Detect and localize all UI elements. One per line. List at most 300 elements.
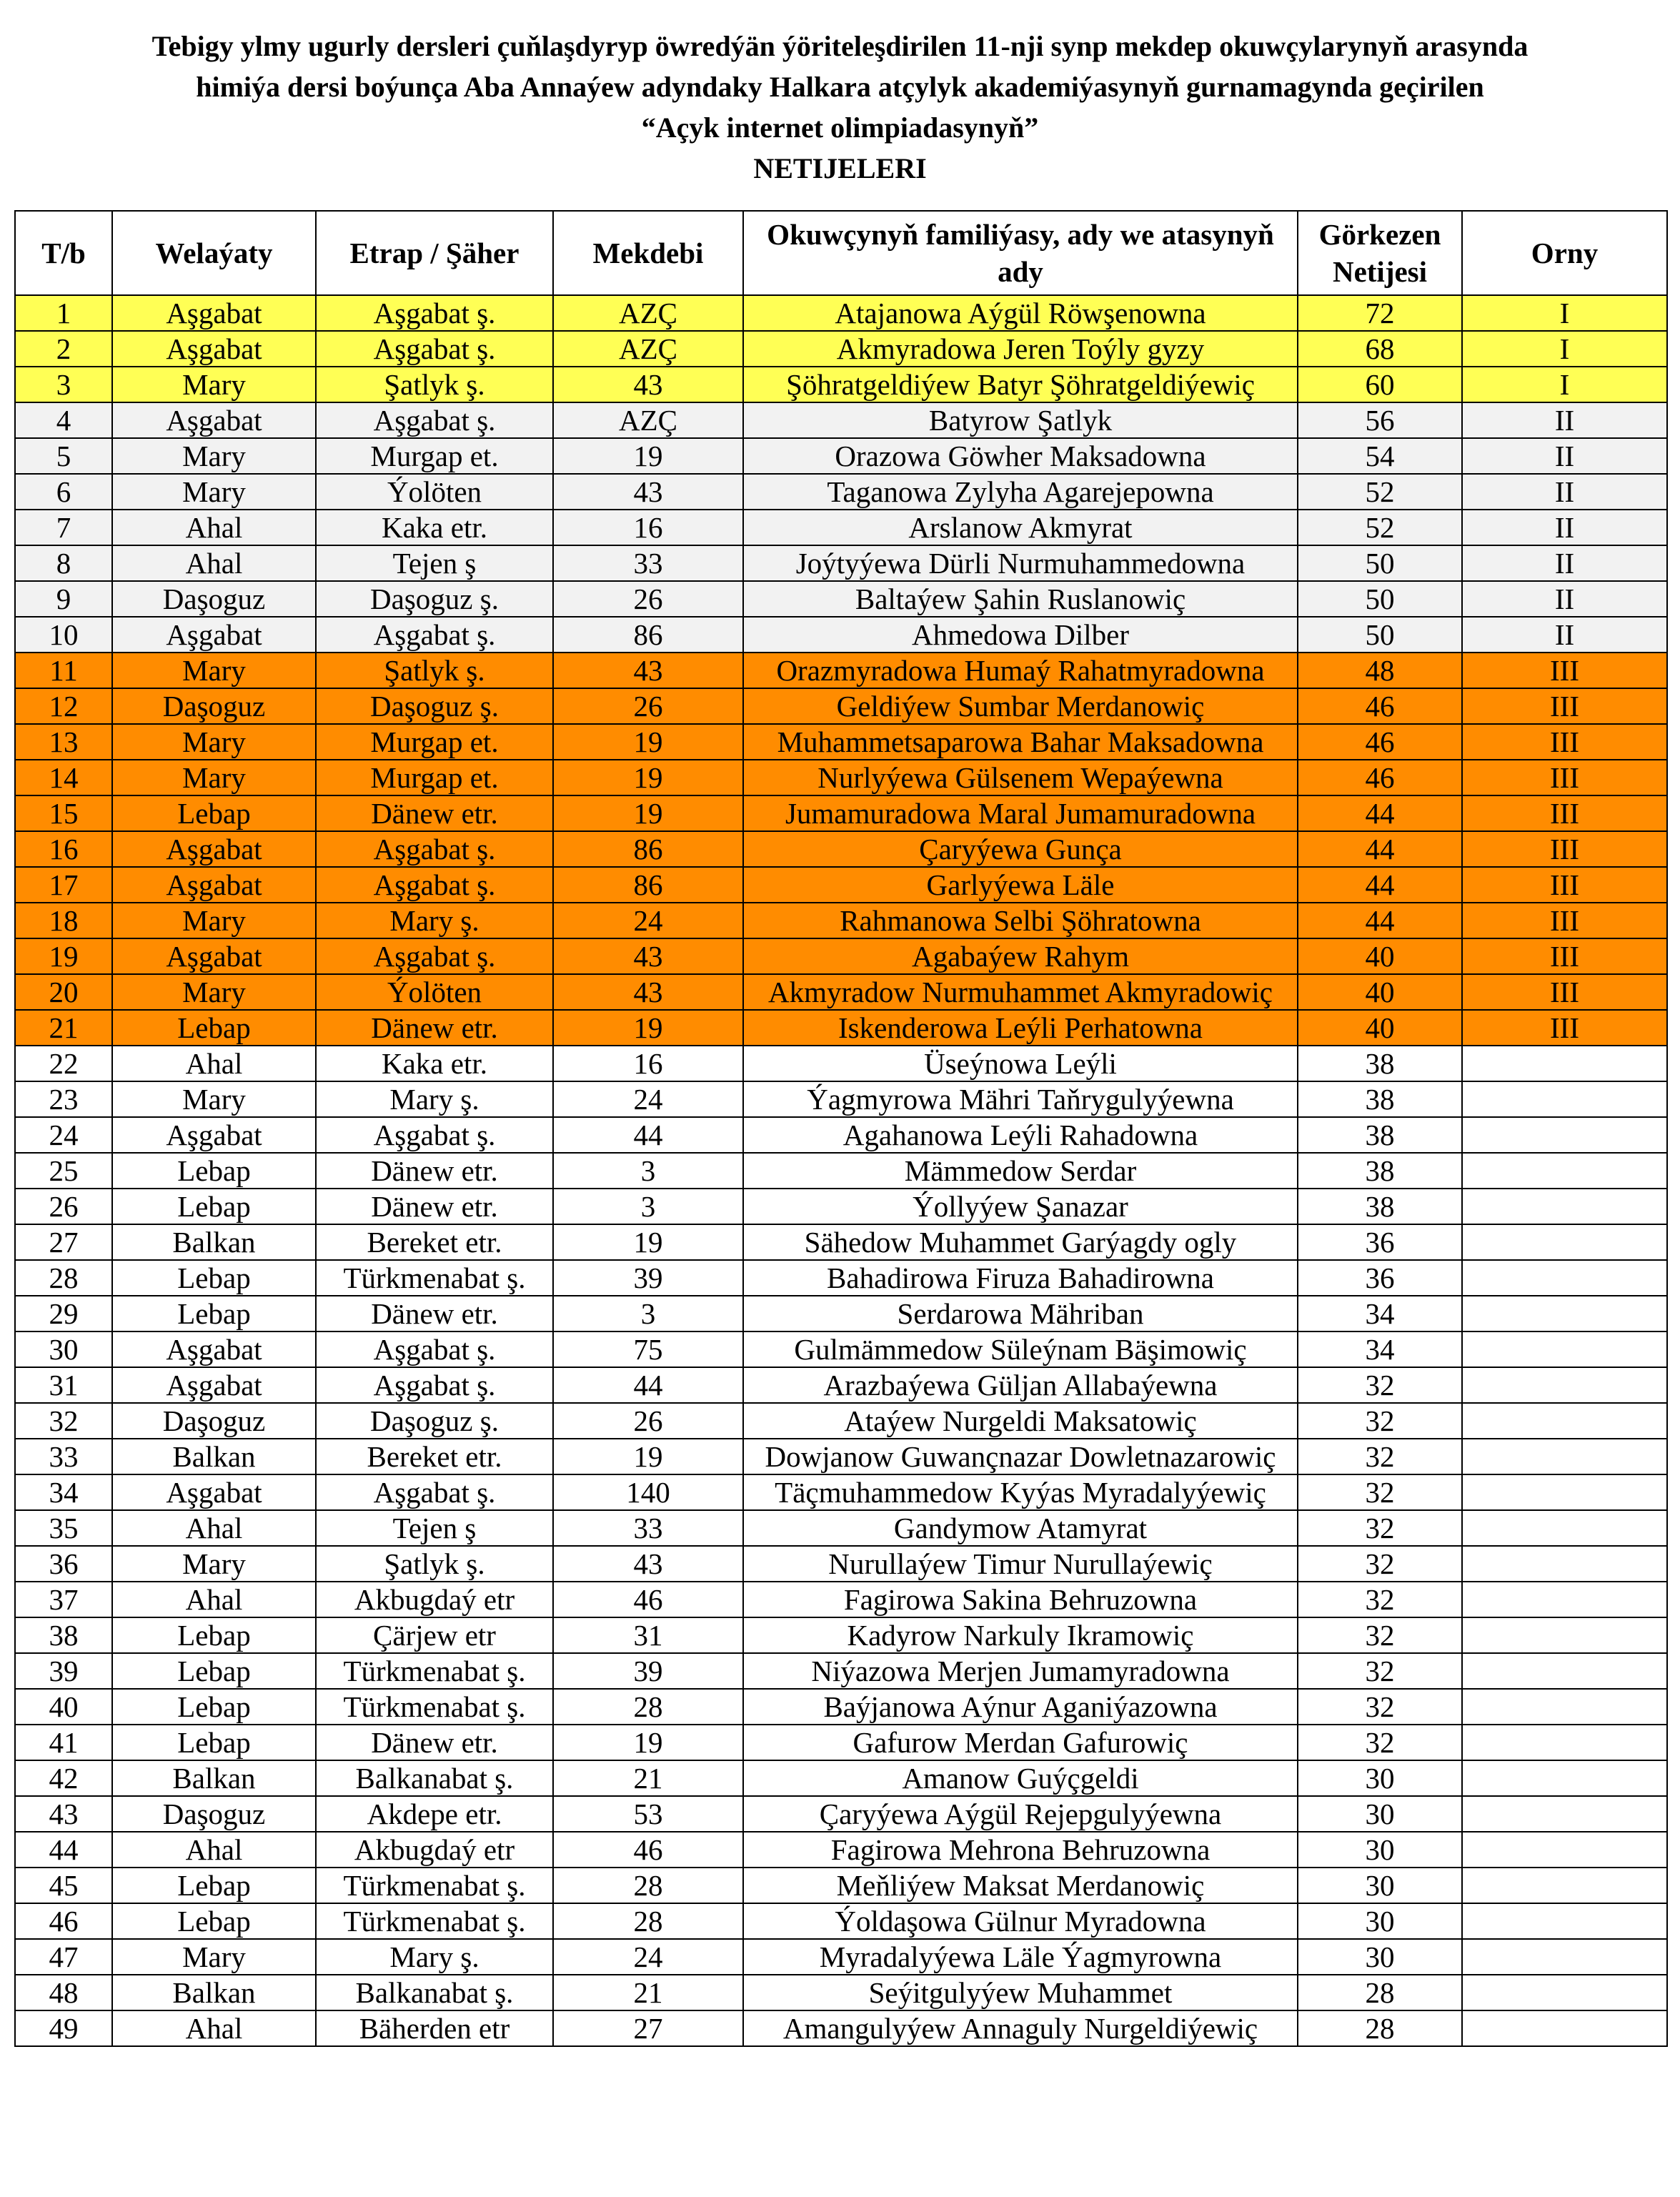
cell-school: 3 [553,1153,743,1189]
cell-region: Daşoguz [112,688,316,724]
cell-district: Dänew etr. [316,1010,553,1046]
cell-school: 43 [553,653,743,688]
cell-student-name: Ýollyýew Şanazar [743,1189,1298,1224]
cell-school: 86 [553,617,743,653]
cell-number: 36 [15,1546,112,1582]
cell-region: Ahal [112,1582,316,1617]
table-row [15,545,1667,581]
cell-number: 49 [15,2010,112,2046]
table-row [15,1903,1667,1939]
cell-student-name: Akmyradowa Jeren Toýly gyzy [743,331,1298,367]
cell-student-name: Gandymow Atamyrat [743,1510,1298,1546]
table-row [15,1046,1667,1081]
cell-school: 26 [553,1403,743,1439]
cell-number: 18 [15,903,112,938]
cell-district: Akdepe etr. [316,1796,553,1832]
cell-student-name: Iskenderowa Leýli Perhatowna [743,1010,1298,1046]
cell-region: Mary [112,438,316,474]
cell-student-name: Agabaýew Rahym [743,938,1298,974]
cell-district: Akbugdaý etr [316,1582,553,1617]
cell-score: 30 [1298,1832,1462,1868]
table-row [15,295,1667,331]
cell-district: Daşoguz ş. [316,581,553,617]
document-title [0,26,1680,189]
cell-number: 16 [15,831,112,867]
cell-region: Mary [112,1939,316,1975]
cell-region: Lebap [112,795,316,831]
cell-student-name: Batyrow Şatlyk [743,402,1298,438]
cell-student-name: Orazowa Göwher Maksadowna [743,438,1298,474]
cell-region: Aşgabat [112,831,316,867]
cell-region: Lebap [112,1296,316,1331]
cell-number: 25 [15,1153,112,1189]
table-row [15,1081,1667,1117]
cell-school: 39 [553,1260,743,1296]
cell-district: Dänew etr. [316,1153,553,1189]
cell-place [1462,1582,1667,1617]
cell-region: Aşgabat [112,331,316,367]
table-row [15,1474,1667,1510]
cell-school: 43 [553,1546,743,1582]
cell-place: III [1462,974,1667,1010]
cell-score: 46 [1298,724,1462,760]
cell-district: Bereket etr. [316,1224,553,1260]
cell-number: 12 [15,688,112,724]
cell-place [1462,1868,1667,1903]
cell-region: Daşoguz [112,581,316,617]
table-row [15,760,1667,795]
cell-number: 45 [15,1868,112,1903]
cell-district: Türkmenabat ş. [316,1689,553,1725]
cell-student-name: Meňliýew Maksat Merdanowiç [743,1868,1298,1903]
results-body [15,295,1667,2046]
table-row [15,1975,1667,2010]
cell-place [1462,1832,1667,1868]
header-student-name [743,211,1298,295]
cell-number: 26 [15,1189,112,1224]
cell-district: Dänew etr. [316,1189,553,1224]
table-row [15,653,1667,688]
cell-place: I [1462,331,1667,367]
cell-score: 56 [1298,402,1462,438]
cell-school: 28 [553,1868,743,1903]
table-row [15,795,1667,831]
cell-score: 32 [1298,1439,1462,1474]
header-place: Orny [1462,211,1667,295]
cell-number: 6 [15,474,112,510]
cell-score: 32 [1298,1510,1462,1546]
cell-school: AZÇ [553,331,743,367]
cell-school: 27 [553,2010,743,2046]
cell-place: III [1462,903,1667,938]
title-line-2: himiýa dersi boýunça Aba Annaýew adyndaky Halkara atçylyk akademiýasynyň gurnamagynda geçirilen [196,71,1484,103]
cell-score: 44 [1298,903,1462,938]
cell-region: Aşgabat [112,938,316,974]
cell-place [1462,1546,1667,1582]
cell-student-name: Orazmyradowa Humaý Rahatmyradowna [743,653,1298,688]
cell-district: Murgap et. [316,438,553,474]
cell-region: Lebap [112,1725,316,1760]
cell-school: 24 [553,903,743,938]
cell-student-name: Nurlyýewa Gülsenem Wepaýewna [743,760,1298,795]
cell-region: Balkan [112,1224,316,1260]
cell-place [1462,1653,1667,1689]
cell-school: 19 [553,438,743,474]
cell-student-name: Üseýnowa Leýli [743,1046,1298,1081]
cell-score: 38 [1298,1189,1462,1224]
cell-number: 30 [15,1331,112,1367]
cell-district: Çärjew etr [316,1617,553,1653]
cell-number: 3 [15,367,112,402]
cell-region: Aşgabat [112,402,316,438]
table-row [15,1224,1667,1260]
cell-district: Mary ş. [316,1081,553,1117]
cell-district: Tejen ş [316,1510,553,1546]
table-row [15,1367,1667,1403]
cell-region: Aşgabat [112,1331,316,1367]
table-row [15,2010,1667,2046]
cell-place [1462,1510,1667,1546]
cell-district: Şatlyk ş. [316,653,553,688]
table-row [15,1546,1667,1582]
cell-student-name: Gulmämmedow Süleýnam Bäşimowiç [743,1331,1298,1367]
cell-number: 44 [15,1832,112,1868]
cell-score: 28 [1298,1975,1462,2010]
cell-student-name: Kadyrow Narkuly Ikramowiç [743,1617,1298,1653]
cell-region: Mary [112,367,316,402]
cell-place [1462,1760,1667,1796]
cell-student-name: Ýagmyrowa Mähri Taňrygulyýewna [743,1081,1298,1117]
cell-place [1462,1260,1667,1296]
cell-student-name: Täçmuhammedow Kyýas Myradalyýewiç [743,1474,1298,1510]
cell-student-name: Nurullaýew Timur Nurullaýewiç [743,1546,1298,1582]
cell-score: 34 [1298,1296,1462,1331]
table-row [15,1260,1667,1296]
table-row [15,867,1667,903]
cell-score: 44 [1298,831,1462,867]
table-row [15,1153,1667,1189]
cell-score: 30 [1298,1903,1462,1939]
cell-district: Aşgabat ş. [316,938,553,974]
cell-school: 26 [553,688,743,724]
header-score-line-2: Netijesi [1332,255,1428,288]
cell-place [1462,1224,1667,1260]
cell-district: Şatlyk ş. [316,1546,553,1582]
cell-student-name: Garlyýewa Läle [743,867,1298,903]
table-row [15,1939,1667,1975]
table-row [15,1296,1667,1331]
cell-region: Ahal [112,1832,316,1868]
table-row [15,1510,1667,1546]
cell-place: III [1462,795,1667,831]
cell-place [1462,1153,1667,1189]
cell-school: 3 [553,1296,743,1331]
cell-district: Aşgabat ş. [316,1367,553,1403]
cell-district: Türkmenabat ş. [316,1260,553,1296]
title-line-3: “Açyk internet olimpiadasynyň” [641,111,1039,144]
cell-score: 32 [1298,1546,1462,1582]
cell-place: III [1462,938,1667,974]
cell-region: Aşgabat [112,1367,316,1403]
cell-score: 46 [1298,760,1462,795]
cell-score: 50 [1298,617,1462,653]
cell-number: 38 [15,1617,112,1653]
table-row [15,688,1667,724]
cell-school: 19 [553,760,743,795]
cell-place: I [1462,295,1667,331]
cell-place: II [1462,402,1667,438]
table-row [15,831,1667,867]
cell-number: 17 [15,867,112,903]
cell-school: 19 [553,1725,743,1760]
cell-score: 60 [1298,367,1462,402]
cell-student-name: Ahmedowa Dilber [743,617,1298,653]
header-district: Etrap / Şäher [316,211,553,295]
cell-district: Dänew etr. [316,795,553,831]
cell-student-name: Geldiýew Sumbar Merdanowiç [743,688,1298,724]
cell-student-name: Jumamuradowa Maral Jumamuradowna [743,795,1298,831]
results-table [14,210,1668,2047]
cell-school: 46 [553,1582,743,1617]
cell-school: 43 [553,367,743,402]
table-row [15,724,1667,760]
table-row [15,617,1667,653]
table-row [15,1403,1667,1439]
cell-region: Aşgabat [112,867,316,903]
cell-school: 19 [553,1224,743,1260]
cell-score: 28 [1298,2010,1462,2046]
cell-district: Aşgabat ş. [316,331,553,367]
cell-score: 54 [1298,438,1462,474]
cell-school: 16 [553,1046,743,1081]
cell-place [1462,1617,1667,1653]
cell-student-name: Muhammetsaparowa Bahar Maksadowna [743,724,1298,760]
header-region: Welaýaty [112,211,316,295]
cell-school: 46 [553,1832,743,1868]
cell-region: Mary [112,974,316,1010]
cell-score: 34 [1298,1331,1462,1367]
cell-school: 75 [553,1331,743,1367]
table-row [15,1117,1667,1153]
cell-region: Mary [112,474,316,510]
cell-district: Bereket etr. [316,1439,553,1474]
table-row [15,1653,1667,1689]
cell-region: Daşoguz [112,1796,316,1832]
cell-student-name: Şöhratgeldiýew Batyr Şöhratgeldiýewiç [743,367,1298,402]
cell-district: Şatlyk ş. [316,367,553,402]
cell-score: 40 [1298,938,1462,974]
cell-score: 48 [1298,653,1462,688]
table-row [15,474,1667,510]
cell-place: I [1462,367,1667,402]
cell-student-name: Dowjanow Guwançnazar Dowletnazarowiç [743,1439,1298,1474]
cell-score: 36 [1298,1224,1462,1260]
cell-place [1462,1403,1667,1439]
cell-region: Aşgabat [112,295,316,331]
cell-place: III [1462,653,1667,688]
cell-place: II [1462,545,1667,581]
table-row [15,1760,1667,1796]
cell-place [1462,1725,1667,1760]
cell-place: III [1462,831,1667,867]
cell-school: AZÇ [553,402,743,438]
cell-district: Ýolöten [316,974,553,1010]
cell-region: Mary [112,903,316,938]
cell-student-name: Akmyradow Nurmuhammet Akmyradowiç [743,974,1298,1010]
header-row [15,211,1667,295]
cell-region: Lebap [112,1010,316,1046]
cell-student-name: Arslanow Akmyrat [743,510,1298,545]
cell-place: II [1462,617,1667,653]
cell-student-name: Çaryýewa Gunça [743,831,1298,867]
cell-score: 38 [1298,1117,1462,1153]
cell-school: 19 [553,1010,743,1046]
cell-school: 140 [553,1474,743,1510]
cell-student-name: Baýjanowa Aýnur Aganiýazowna [743,1689,1298,1725]
cell-score: 32 [1298,1653,1462,1689]
cell-school: 39 [553,1653,743,1689]
table-row [15,367,1667,402]
cell-district: Dänew etr. [316,1296,553,1331]
cell-number: 23 [15,1081,112,1117]
cell-district: Aşgabat ş. [316,831,553,867]
cell-number: 24 [15,1117,112,1153]
cell-student-name: Taganowa Zylyha Agarejepowna [743,474,1298,510]
table-row [15,1689,1667,1725]
cell-student-name: Bahadirowa Firuza Bahadirowna [743,1260,1298,1296]
cell-place [1462,1439,1667,1474]
cell-school: 26 [553,581,743,617]
cell-district: Aşgabat ş. [316,1117,553,1153]
cell-student-name: Ýoldaşowa Gülnur Myradowna [743,1903,1298,1939]
cell-number: 40 [15,1689,112,1725]
cell-student-name: Atajanowa Aýgül Röwşenowna [743,295,1298,331]
cell-district: Mary ş. [316,1939,553,1975]
cell-district: Ýolöten [316,474,553,510]
table-row [15,1617,1667,1653]
cell-student-name: Myradalyýewa Läle Ýagmyrowna [743,1939,1298,1975]
cell-district: Bäherden etr [316,2010,553,2046]
cell-number: 4 [15,402,112,438]
cell-district: Aşgabat ş. [316,1331,553,1367]
cell-student-name: Fagirowa Sakina Behruzowna [743,1582,1298,1617]
cell-school: 53 [553,1796,743,1832]
cell-score: 50 [1298,545,1462,581]
cell-region: Mary [112,1546,316,1582]
cell-score: 38 [1298,1153,1462,1189]
cell-region: Lebap [112,1689,316,1725]
cell-place [1462,1331,1667,1367]
cell-number: 1 [15,295,112,331]
cell-student-name: Niýazowa Merjen Jumamyradowna [743,1653,1298,1689]
cell-place [1462,1367,1667,1403]
table-row [15,331,1667,367]
cell-score: 52 [1298,510,1462,545]
cell-region: Lebap [112,1868,316,1903]
cell-place [1462,1296,1667,1331]
cell-region: Lebap [112,1260,316,1296]
cell-number: 42 [15,1760,112,1796]
cell-school: 28 [553,1903,743,1939]
cell-region: Balkan [112,1439,316,1474]
table-row [15,1868,1667,1903]
cell-place [1462,1046,1667,1081]
cell-school: 44 [553,1117,743,1153]
cell-district: Aşgabat ş. [316,295,553,331]
cell-place: II [1462,510,1667,545]
cell-number: 46 [15,1903,112,1939]
cell-number: 41 [15,1725,112,1760]
cell-number: 27 [15,1224,112,1260]
header-student-name-line-1: Okuwçynyň familiýasy, ady we atasynyň [767,218,1274,251]
cell-student-name: Çaryýewa Aýgül Rejepgulyýewna [743,1796,1298,1832]
cell-number: 34 [15,1474,112,1510]
table-row [15,402,1667,438]
header-score [1298,211,1462,295]
cell-number: 32 [15,1403,112,1439]
cell-region: Lebap [112,1189,316,1224]
cell-number: 31 [15,1367,112,1403]
cell-place [1462,1796,1667,1832]
cell-student-name: Ataýew Nurgeldi Maksatowiç [743,1403,1298,1439]
table-row [15,1832,1667,1868]
cell-region: Mary [112,1081,316,1117]
cell-region: Balkan [112,1760,316,1796]
cell-score: 44 [1298,867,1462,903]
cell-student-name: Agahanowa Leýli Rahadowna [743,1117,1298,1153]
cell-place [1462,2010,1667,2046]
cell-number: 7 [15,510,112,545]
cell-student-name: Amanow Guýçgeldi [743,1760,1298,1796]
cell-school: 44 [553,1367,743,1403]
cell-place: II [1462,581,1667,617]
cell-region: Balkan [112,1975,316,2010]
cell-place: III [1462,867,1667,903]
cell-school: 24 [553,1081,743,1117]
cell-score: 40 [1298,974,1462,1010]
cell-student-name: Mämmedow Serdar [743,1153,1298,1189]
cell-district: Balkanabat ş. [316,1760,553,1796]
cell-number: 13 [15,724,112,760]
cell-district: Aşgabat ş. [316,1474,553,1510]
cell-student-name: Gafurow Merdan Gafurowiç [743,1725,1298,1760]
table-row [15,974,1667,1010]
cell-district: Türkmenabat ş. [316,1868,553,1903]
cell-place [1462,1081,1667,1117]
cell-school: 24 [553,1939,743,1975]
cell-student-name: Baltaýew Şahin Ruslanowiç [743,581,1298,617]
table-row [15,1796,1667,1832]
cell-region: Ahal [112,545,316,581]
cell-place [1462,1903,1667,1939]
table-row [15,1189,1667,1224]
cell-place [1462,1689,1667,1725]
cell-score: 72 [1298,295,1462,331]
cell-score: 52 [1298,474,1462,510]
cell-district: Balkanabat ş. [316,1975,553,2010]
cell-place: III [1462,724,1667,760]
header-tb: T/b [15,211,112,295]
table-row [15,938,1667,974]
cell-district: Kaka etr. [316,1046,553,1081]
cell-number: 29 [15,1296,112,1331]
cell-number: 5 [15,438,112,474]
cell-score: 30 [1298,1760,1462,1796]
cell-school: 3 [553,1189,743,1224]
cell-place [1462,1189,1667,1224]
cell-score: 50 [1298,581,1462,617]
cell-district: Murgap et. [316,724,553,760]
